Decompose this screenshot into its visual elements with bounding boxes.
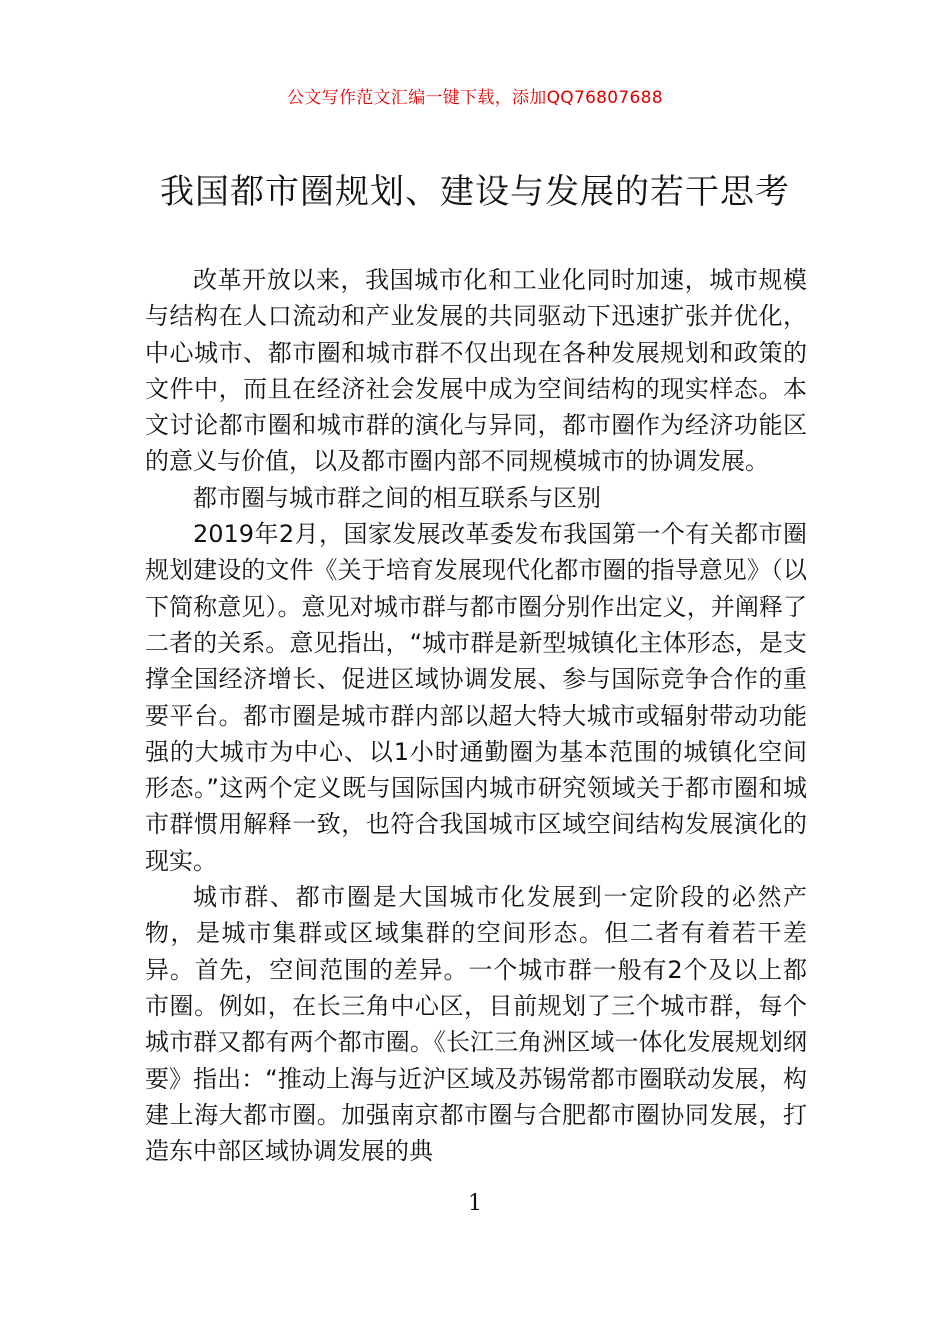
paragraph-intro: 改革开放以来，我国城市化和工业化同时加速，城市规模与结构在人口流动和产业发展的共同驱动下迅速扩张并优化，中心城市、都市圈和城市群不仅出现在各种发展规划和政策的文件中，而且在经济社会发展中成为空间结构的现实样态。本文讨论都市圈和城市群的演化与异同，都市圈作为经济功能区的意义与价值，以及都市圈内部不同规模城市的协调发展。 [145, 266, 807, 476]
document-body [145, 262, 807, 1169]
paragraph-differences: 城市群、都市圈是大国城市化发展到一定阶段的必然产物，是城市集群或区域集群的空间形态。但二者有着若干差异。首先，空间范围的差异。一个城市群一般有2个及以上都市圈。例如，在长三角中心区，目前规划了三个城市群，每个城市群又都有两个都市圈。《长江三角洲区域一体化发展规划纲要》指出：“推动上海与近沪区域及苏锡常都市圈联动发展，构建上海大都市圈。加强南京都市圈与合肥都市圈协同发展，打造东中部区域协调发展的典 [145, 883, 807, 1166]
paragraph-policy: 2019年2月，国家发展改革委发布我国第一个有关都市圈规划建设的文件《关于培育发展现代化都市圈的指导意见》（以下简称意见）。意见对城市群与都市圈分别作出定义，并阐释了二者的关系。意见指出，“城市群是新型城镇化主体形态，是支撑全国经济增长、促进区域协调发展、参与国际竞争合作的重要平台。都市圈是城市群内部以超大特大城市或辐射带动功能强的大城市为中心、以1小时通勤圈为基本范围的城镇化空间形态。”这两个定义既与国际国内城市研究领域关于都市圈和城市群惯用解释一致，也符合我国城市区域空间结构发展演化的现实。 [145, 520, 807, 875]
section-heading: 都市圈与城市群之间的相互联系与区别 [193, 483, 601, 512]
header-download-note: 公文写作范文汇编一键下载，添加QQ76807688 [287, 88, 663, 108]
document-title: 我国都市圈规划、建设与发展的若干思考 [160, 172, 790, 212]
page-number: 1 [468, 1191, 482, 1216]
